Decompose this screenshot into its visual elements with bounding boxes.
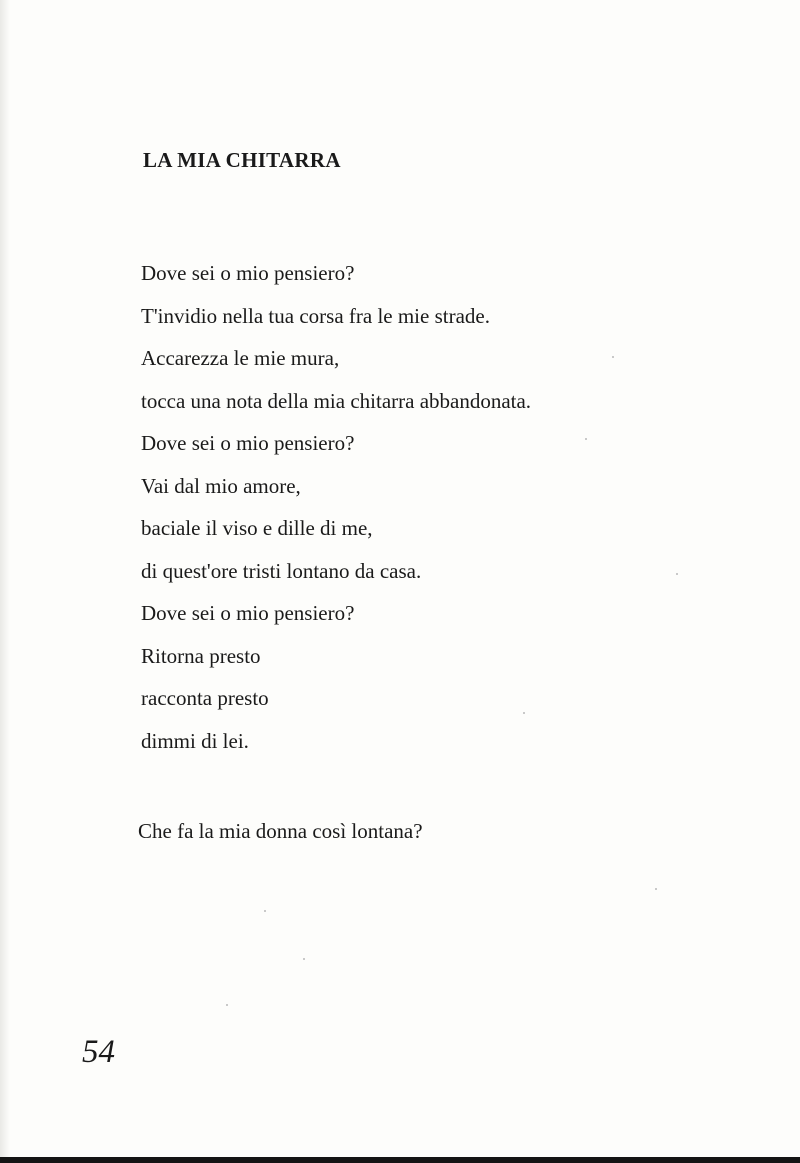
poem-line: Accarezza le mie mura, [141, 346, 340, 370]
poem-line: racconta presto [141, 686, 269, 710]
poem-line: Vai dal mio amore, [141, 473, 301, 498]
page-left-shadow [0, 0, 10, 1163]
paper-speck [655, 888, 657, 890]
page-bottom-edge [0, 1157, 800, 1163]
poem-closing-line: Che fa la mia donna così lontana? [138, 819, 423, 843]
poem-line: T'invidio nella tua corsa fra le mie strade. [141, 303, 490, 328]
poem-line: dimmi di lei. [141, 728, 249, 753]
paper-speck [676, 573, 678, 575]
poem-line: Dove sei o mio pensiero? [141, 431, 355, 455]
poem-line: Ritorna presto [141, 643, 261, 668]
paper-speck [585, 438, 587, 440]
poem-title: LA MIA CHITARRA [143, 148, 341, 172]
paper-speck [264, 910, 266, 912]
page-number: 54 [82, 1034, 115, 1070]
poem-line: Dove sei o mio pensiero? [141, 261, 355, 285]
poem-line: tocca una nota della mia chitarra abbandonata. [141, 388, 532, 413]
poem-stanza [141, 252, 531, 762]
paper-speck [523, 712, 525, 714]
paper-speck [303, 958, 305, 960]
poem-line: Dove sei o mio pensiero? [141, 601, 355, 625]
paper-speck [226, 1004, 228, 1006]
poem-line: di quest'ore tristi lontano da casa. [141, 558, 422, 583]
poem-line: baciale il viso e dille di me, [141, 516, 373, 540]
paper-speck [612, 356, 614, 358]
